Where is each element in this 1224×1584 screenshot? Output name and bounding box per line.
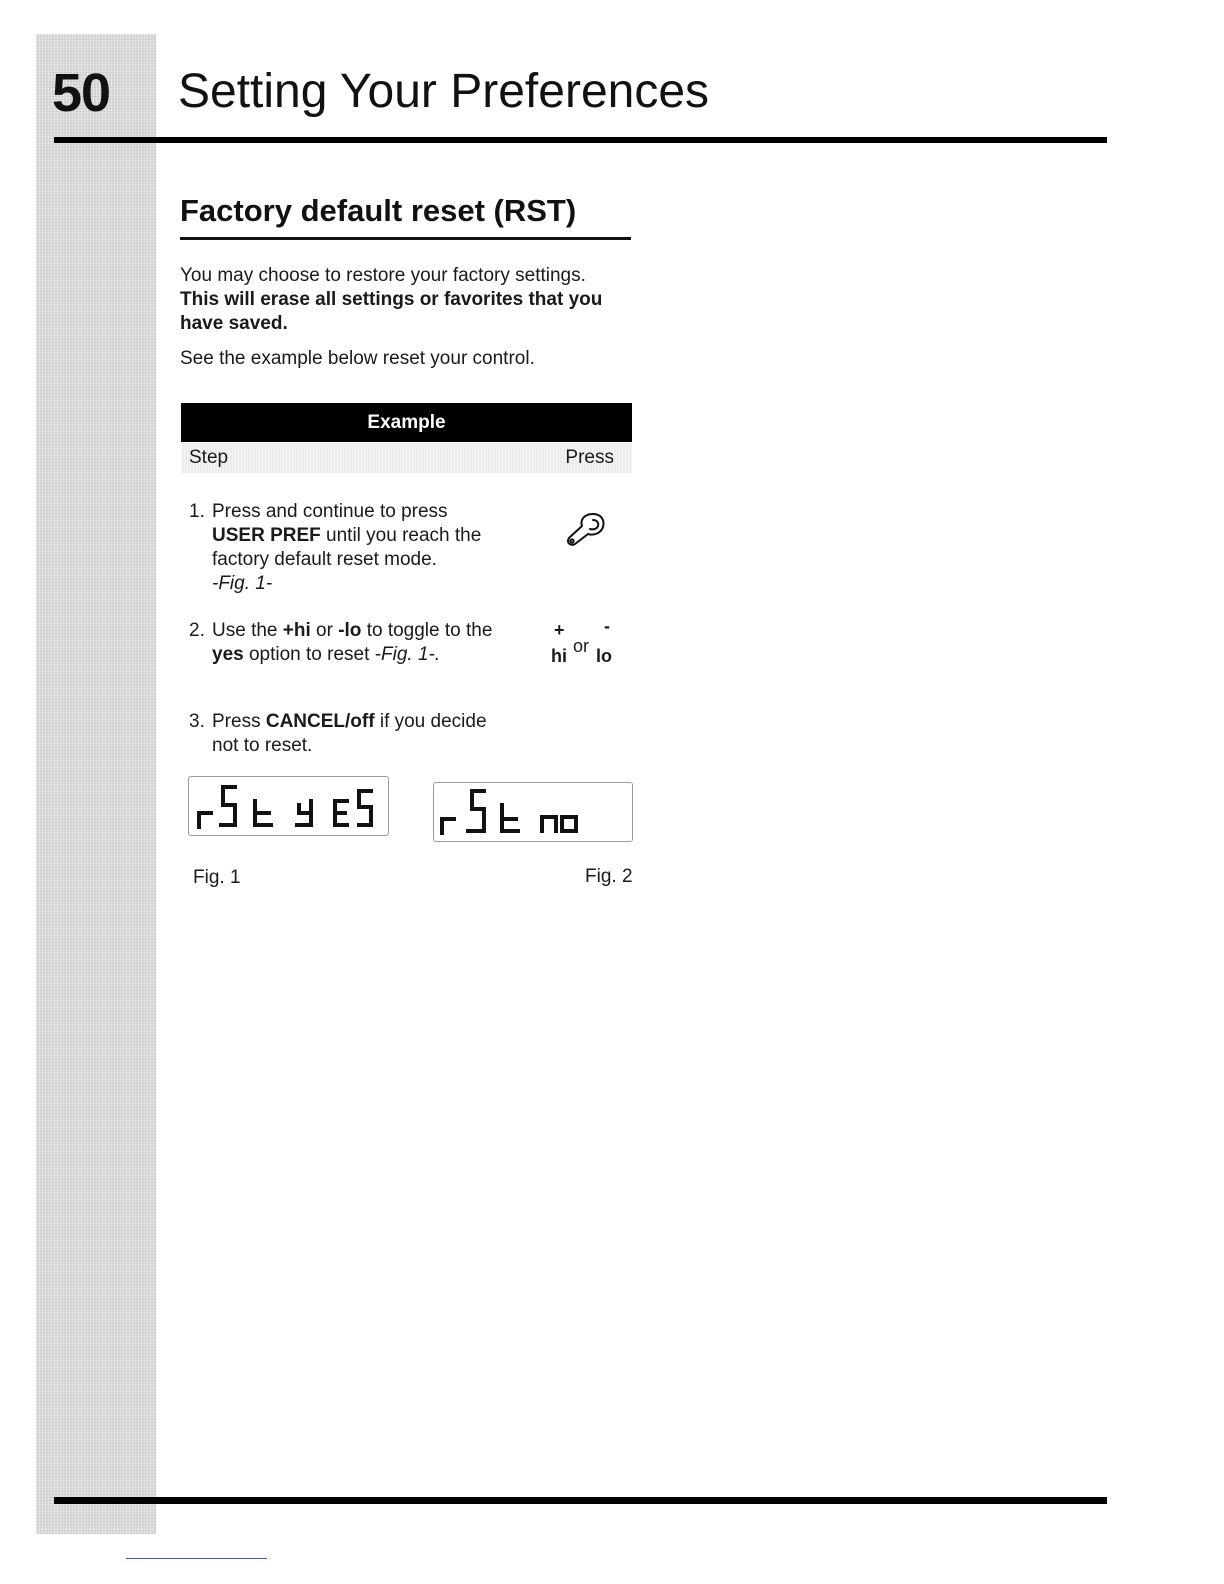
- step-text: option to reset: [243, 644, 375, 665]
- page-number: 50: [52, 63, 111, 123]
- step-number: 3.: [189, 711, 205, 732]
- intro-warning: This will erase all settings or favorites that you have saved.: [180, 289, 603, 334]
- lcd-segment-rst-yes: [189, 777, 388, 835]
- section-rule: [180, 237, 631, 240]
- example-header: Example: [181, 403, 632, 442]
- step-number: 2.: [189, 620, 205, 641]
- step-text: until you reach the factory default reset mode.: [212, 525, 482, 570]
- key-hi: +hi: [282, 620, 311, 641]
- intro-text: [180, 264, 640, 371]
- column-press: Press: [565, 447, 614, 468]
- user-pref-wrench-icon: [563, 510, 607, 548]
- step-text: Use the: [212, 620, 283, 641]
- step-text: Press: [212, 711, 266, 732]
- lo-key-label: lo: [596, 646, 612, 666]
- lcd-segment-rst-no: [434, 783, 632, 841]
- step-2: [189, 619, 509, 667]
- key-cancel-off: CANCEL/off: [265, 711, 375, 732]
- lcd-display-fig2: [433, 782, 633, 842]
- intro-see-example: See the example below reset your control.: [180, 348, 535, 369]
- footer-link-underline: [126, 1558, 267, 1559]
- step-1: [189, 500, 509, 596]
- step-text: Press and continue to press: [212, 501, 448, 522]
- step-3: [189, 710, 509, 758]
- column-step: Step: [189, 447, 229, 468]
- option-yes: yes: [212, 644, 244, 665]
- figure-reference: -Fig. 1-: [212, 573, 273, 594]
- header-rule: [54, 137, 1107, 143]
- figure-2-label: Fig. 2: [585, 866, 633, 887]
- step-text: or: [310, 620, 339, 641]
- figure-1-label: Fig. 1: [193, 867, 241, 888]
- key-lo: -lo: [338, 620, 362, 641]
- footer-rule: [54, 1497, 1107, 1504]
- or-label: or: [573, 636, 590, 656]
- minus-symbol: -: [604, 616, 610, 636]
- page-title: Setting Your Preferences: [178, 65, 710, 118]
- step-number: 1.: [189, 501, 205, 522]
- page-margin-band: [36, 34, 156, 1534]
- step-text: to toggle to the: [361, 620, 493, 641]
- intro-plain: You may choose to restore your factory settings.: [180, 265, 586, 286]
- hi-or-lo-keys: [548, 618, 628, 673]
- step-key-name: USER PREF: [212, 525, 321, 546]
- lcd-display-fig1: [188, 776, 389, 836]
- hi-key-label: hi: [551, 646, 567, 666]
- example-column-headers: [181, 443, 632, 473]
- section-title: Factory default reset (RST): [180, 193, 577, 228]
- plus-symbol: +: [554, 620, 565, 640]
- step-text: if you decide not to reset.: [212, 711, 487, 756]
- figure-reference: -Fig. 1-.: [374, 644, 441, 665]
